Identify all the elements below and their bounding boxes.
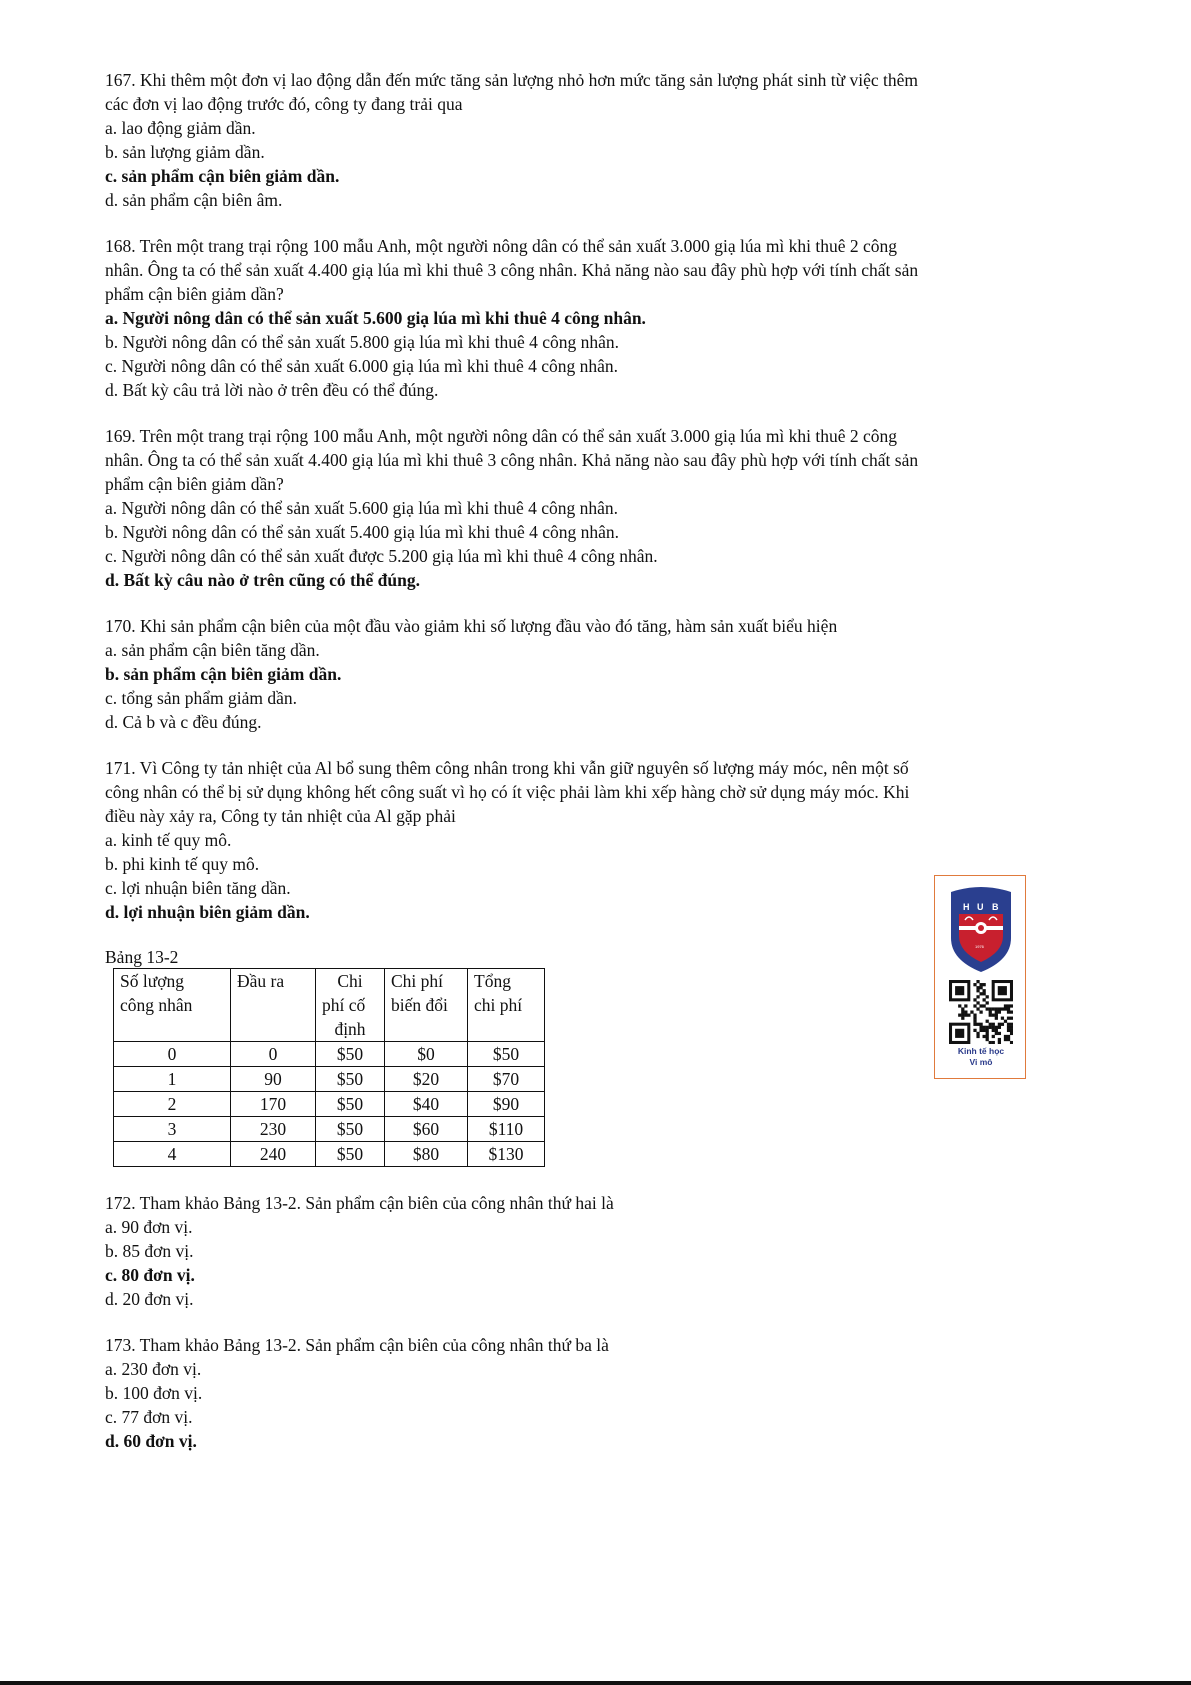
answer-option: b. Người nông dân có thể sản xuất 5.800 giạ lúa mì khi thuê 4 công nhân.	[105, 332, 619, 352]
answer-option: b. 100 đơn vị.	[105, 1383, 203, 1403]
table-row	[114, 1117, 545, 1142]
header-variable-cost: Chi phí biến đổi	[385, 969, 468, 1042]
answer-option: a. lao động giảm dần.	[105, 118, 256, 138]
answer-option: c. tổng sản phẩm giảm dần.	[105, 688, 297, 708]
question-stem-line: 167. Khi thêm một đơn vị lao động dẫn đến mức tăng sản lượng nhỏ hơn mức tăng sản lượng phát sinh từ việc thêm	[105, 70, 919, 90]
hub-course-badge	[934, 875, 1026, 1079]
table-cell: 1	[114, 1067, 231, 1092]
logo-year: 1976	[975, 944, 984, 949]
page-bottom-rule	[0, 1681, 1191, 1685]
table-cell: 4	[114, 1142, 231, 1167]
header-total-cost: Tổng chi phí	[468, 969, 545, 1042]
header-fixed-cost: Chi phí cố định	[316, 969, 385, 1042]
answer-option: a. kinh tế quy mô.	[105, 830, 232, 850]
question-stem-line: phẩm cận biên giảm dần?	[105, 474, 284, 494]
answer-option: b. sản lượng giảm dần.	[105, 142, 265, 162]
question-stem-line: phẩm cận biên giảm dần?	[105, 284, 284, 304]
table-cell: 230	[231, 1117, 316, 1142]
answer-option-correct: c. 80 đơn vị.	[105, 1265, 195, 1285]
answer-option: a. 90 đơn vị.	[105, 1217, 193, 1237]
header-workers: Số lượng công nhân	[114, 969, 231, 1042]
question-block	[105, 1333, 1085, 1453]
answer-option: d. Bất kỳ câu trả lời nào ở trên đều có thể đúng.	[105, 380, 439, 400]
question-list-a	[105, 68, 1085, 924]
table-cell: $70	[468, 1067, 545, 1092]
question-block	[105, 1191, 1085, 1311]
table-cell: $110	[468, 1117, 545, 1142]
table-cell: 90	[231, 1067, 316, 1092]
question-list-b	[105, 1191, 1085, 1453]
answer-option-correct: a. Người nông dân có thể sản xuất 5.600 giạ lúa mì khi thuê 4 công nhân.	[105, 308, 646, 328]
answer-option: b. phi kinh tế quy mô.	[105, 854, 260, 874]
header-output: Đầu ra	[231, 969, 316, 1042]
answer-option: b. 85 đơn vị.	[105, 1241, 194, 1261]
table-cell: $20	[385, 1067, 468, 1092]
table-cell: $90	[468, 1092, 545, 1117]
table-cell: $50	[316, 1042, 385, 1067]
table-cell: $50	[316, 1092, 385, 1117]
question-block	[105, 68, 1085, 212]
answer-option: d. Cả b và c đều đúng.	[105, 712, 262, 732]
table-cell: 240	[231, 1142, 316, 1167]
table-row	[114, 1092, 545, 1117]
question-stem-line: công nhân có thể bị sử dụng không hết công suất vì họ có ít việc phải làm khi xếp hàng chờ sử dụng máy móc. Khi	[105, 782, 910, 802]
question-block	[105, 424, 1085, 592]
table-body	[114, 1042, 545, 1167]
document-content	[105, 68, 1085, 1475]
question-stem-line: nhân. Ông ta có thể sản xuất 4.400 giạ lúa mì khi thuê 3 công nhân. Khả năng nào sau đây phù hợp với tính chất sản	[105, 260, 919, 280]
table-cell: 3	[114, 1117, 231, 1142]
question-stem-line: 173. Tham khảo Bảng 13-2. Sản phẩm cận biên của công nhân thứ ba là	[105, 1335, 609, 1355]
logo-letter-b: B	[992, 902, 999, 912]
table-cell: $50	[316, 1067, 385, 1092]
table-cell: $60	[385, 1117, 468, 1142]
logo-letter-u: U	[977, 902, 984, 912]
table-caption: Bảng 13-2	[105, 947, 179, 967]
table-cell: $50	[316, 1142, 385, 1167]
answer-option: c. Người nông dân có thể sản xuất được 5.200 giạ lúa mì khi thuê 4 công nhân.	[105, 546, 658, 566]
table-cell: $40	[385, 1092, 468, 1117]
answer-option: d. sản phẩm cận biên âm.	[105, 190, 283, 210]
table-cell: $50	[468, 1042, 545, 1067]
table-header-row	[114, 969, 545, 1042]
answer-option-correct: d. lợi nhuận biên giảm dần.	[105, 902, 310, 922]
question-block	[105, 614, 1085, 734]
table-cell: 2	[114, 1092, 231, 1117]
table-cell: $50	[316, 1117, 385, 1142]
answer-option: a. 230 đơn vị.	[105, 1359, 202, 1379]
answer-option: b. Người nông dân có thể sản xuất 5.400 giạ lúa mì khi thuê 4 công nhân.	[105, 522, 619, 542]
question-block	[105, 234, 1085, 402]
question-stem-line: điều này xảy ra, Công ty tản nhiệt của Al gặp phải	[105, 806, 456, 826]
table-cell: $0	[385, 1042, 468, 1067]
hub-shield-logo	[949, 886, 1013, 974]
qr-code-icon	[949, 980, 1013, 1044]
question-stem-line: 171. Vì Công ty tản nhiệt của Al bổ sung thêm công nhân trong khi vẫn giữ nguyên số lượng máy móc, nên một số	[105, 758, 909, 778]
answer-option: d. 20 đơn vị.	[105, 1289, 194, 1309]
answer-option: a. Người nông dân có thể sản xuất 5.600 giạ lúa mì khi thuê 4 công nhân.	[105, 498, 619, 518]
answer-option-correct: d. 60 đơn vị.	[105, 1431, 197, 1451]
question-stem-line: 172. Tham khảo Bảng 13-2. Sản phẩm cận biên của công nhân thứ hai là	[105, 1193, 614, 1213]
question-stem-line: 169. Trên một trang trại rộng 100 mẫu Anh, một người nông dân có thể sản xuất 3.000 giạ lúa mì khi thuê 2 công	[105, 426, 898, 446]
answer-option: c. Người nông dân có thể sản xuất 6.000 giạ lúa mì khi thuê 4 công nhân.	[105, 356, 619, 376]
answer-option-correct: b. sản phẩm cận biên giảm dần.	[105, 664, 342, 684]
table-row	[114, 1142, 545, 1167]
answer-option: c. 77 đơn vị.	[105, 1407, 193, 1427]
table-cell: 0	[231, 1042, 316, 1067]
question-stem-line: 170. Khi sản phẩm cận biên của một đầu vào giảm khi số lượng đầu vào đó tăng, hàm sản xuất biểu hiện	[105, 616, 838, 636]
table-row	[114, 1067, 545, 1092]
logo-letter-h: H	[963, 902, 970, 912]
table-cell: $80	[385, 1142, 468, 1167]
table-row	[114, 1042, 545, 1067]
cost-table	[113, 968, 545, 1167]
table-cell: 0	[114, 1042, 231, 1067]
question-stem-line: nhân. Ông ta có thể sản xuất 4.400 giạ lúa mì khi thuê 3 công nhân. Khả năng nào sau đây phù hợp với tính chất sản	[105, 450, 919, 470]
answer-option-correct: d. Bất kỳ câu nào ở trên cũng có thể đúng.	[105, 570, 421, 590]
table-cell: $130	[468, 1142, 545, 1167]
table-cell: 170	[231, 1092, 316, 1117]
question-stem-line: các đơn vị lao động trước đó, công ty đang trải qua	[105, 94, 463, 114]
question-stem-line: 168. Trên một trang trại rộng 100 mẫu Anh, một người nông dân có thể sản xuất 3.000 giạ lúa mì khi thuê 2 công	[105, 236, 898, 256]
answer-option-correct: c. sản phẩm cận biên giảm dần.	[105, 166, 340, 186]
answer-option: a. sản phẩm cận biên tăng dần.	[105, 640, 320, 660]
answer-option: c. lợi nhuận biên tăng dần.	[105, 878, 291, 898]
badge-label: Kinh tế học Vi mô	[957, 1046, 1005, 1067]
